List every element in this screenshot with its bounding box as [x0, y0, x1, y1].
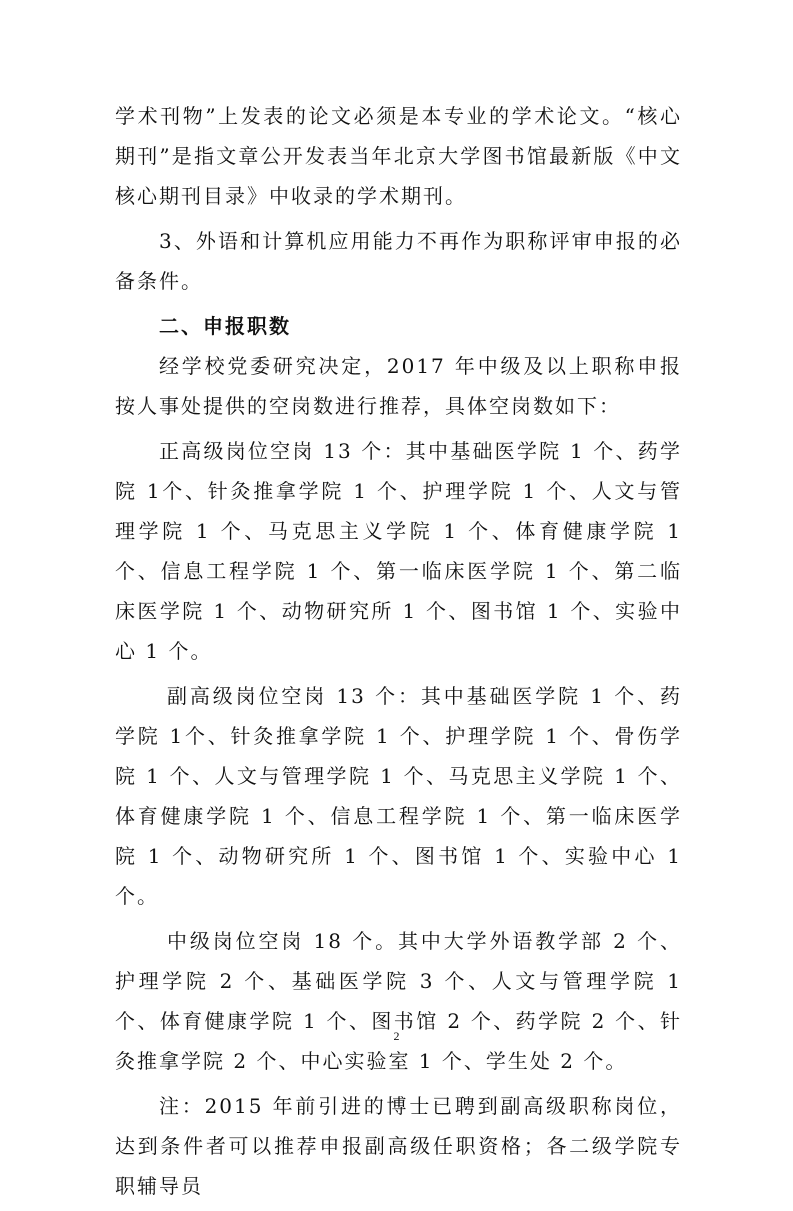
- document-body: [115, 96, 682, 1211]
- text-line: 刊”是指文章公开发表当年北京大学图书馆最新版《中文核心: [115, 144, 683, 208]
- text-line: 条件。: [137, 269, 203, 293]
- page-number: 2: [393, 1029, 400, 1043]
- paragraph-note: [115, 1086, 682, 1206]
- text-line: 中级岗位空岗 18 个。其中大学外语教学部 2 个、护理学: [115, 929, 682, 993]
- paragraph-senior-positions: [115, 431, 682, 671]
- text-line: 个、针灸推拿学院 1 个、护理学院 1 个、人文与管理学院 1 个、: [115, 479, 682, 543]
- text-line: 信息工程学院 1 个、第一临床医学院 1 个、动物研究所 1 个、: [115, 804, 682, 868]
- text-line: 与管理学院 1 个、马克思主义学院 1 个、体育健康学院 1 个、: [115, 764, 682, 828]
- text-line: 学术刊物”上发表的论文必须是本专业的学术论文。“核心期: [115, 104, 682, 168]
- paragraph-committee-decision: [115, 346, 682, 426]
- text-line: 条件者可以推荐申报副高级任职资格；各二级学院专职辅导员: [115, 1134, 683, 1198]
- text-line: 3、外语和计算机应用能力不再作为职称评审申报的必备: [115, 229, 682, 293]
- text-line: 马克思主义学院 1 个、体育健康学院 1 个、信息工程学院 1 个、: [115, 519, 682, 583]
- text-line: 图书馆 1 个、实验中心 1 个。: [115, 599, 682, 663]
- paragraph-associate-senior-positions: [115, 676, 682, 916]
- text-line: 院 1 个、图书馆 2 个、药学院 2 个、针灸推拿学院 2 个、中心: [115, 1009, 682, 1073]
- paragraph-intermediate-positions: [115, 921, 682, 1081]
- text-line: 院 2 个、基础医学院 3 个、人文与管理学院 1 个、体育健康学: [115, 969, 683, 1033]
- text-line: 期刊目录》中收录的学术期刊。: [159, 184, 467, 208]
- text-line: 正高级岗位空岗 13 个：其中基础医学院 1 个、药学院 1: [115, 439, 682, 503]
- section-heading-positions: 二、申报职数: [159, 314, 291, 338]
- text-line: 注：2015 年前引进的博士已聘到副高级职称岗位，达到: [115, 1094, 682, 1158]
- text-line: 实验室 1 个、学生处 2 个。: [344, 1049, 628, 1073]
- text-line: 经学校党委研究决定，2017 年中级及以上职称申报按人: [115, 354, 682, 418]
- paragraph-journal-definition: [115, 96, 682, 216]
- paragraph-language-computer: [115, 221, 682, 301]
- text-line: 事处提供的空岗数进行推荐，具体空岗数如下：: [159, 394, 621, 418]
- text-line: 第一临床医学院 1 个、第二临床医学院 1 个、动物研究所 1 个、: [115, 559, 682, 623]
- text-line: 图书馆 1 个、实验中心 1 个。: [115, 844, 682, 908]
- text-line: 副高级岗位空岗 13 个：其中基础医学院 1 个、药学院 1: [115, 684, 682, 748]
- text-line: 个、针灸推拿学院 1 个、护理学院 1 个、骨伤学院 1 个、人文: [115, 724, 682, 788]
